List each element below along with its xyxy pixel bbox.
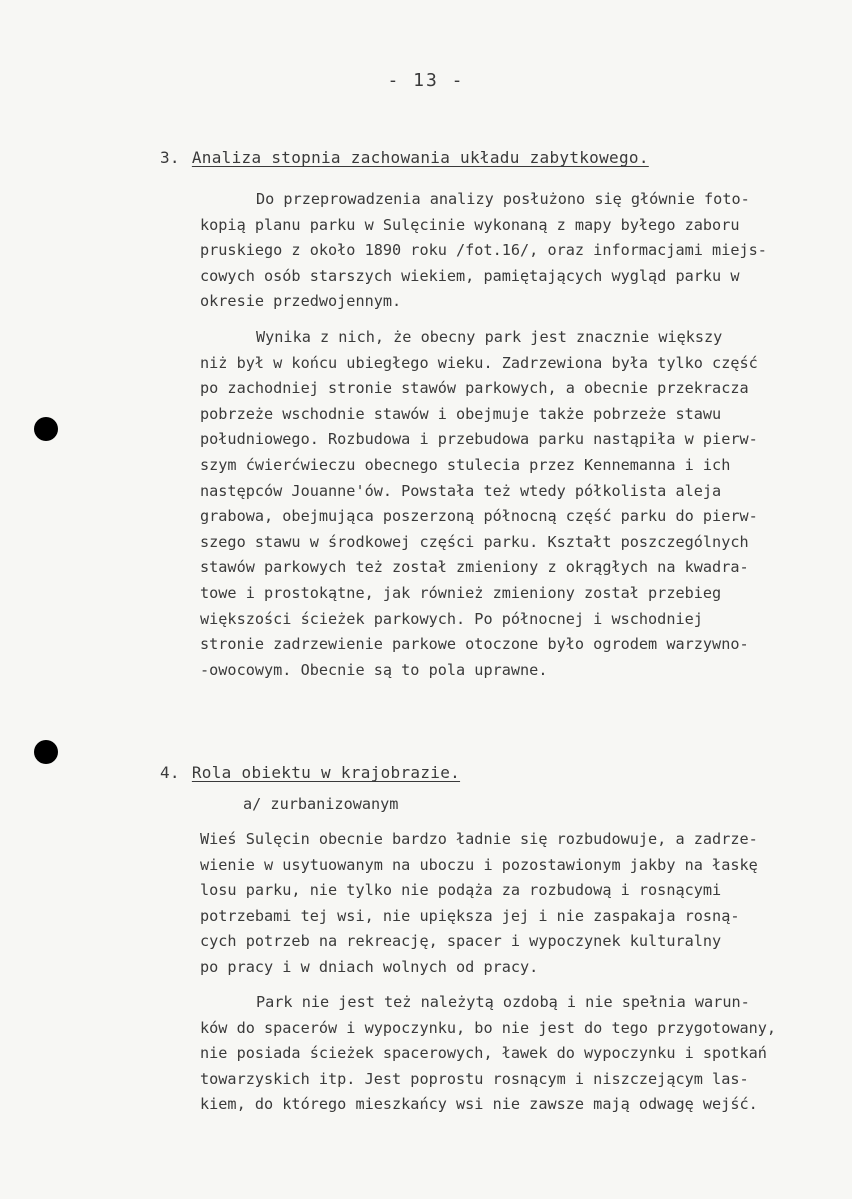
page-number: - 13 - bbox=[387, 70, 465, 91]
text-line: Wynika z nich, że obecny park jest znacznie większy bbox=[256, 328, 723, 346]
section-3-paragraph-1 bbox=[200, 187, 850, 315]
text-line: Do przeprowadzenia analizy posłużono się głównie foto- bbox=[256, 190, 750, 208]
text-line: towarzyskich itp. Jest poprostu rosnącym i niszczejącym las- bbox=[200, 1069, 749, 1088]
section-3-paragraph-2 bbox=[200, 325, 850, 683]
section-4-heading bbox=[160, 763, 460, 782]
text-line: grabowa, obejmująca poszerzoną północną część parku do pierw- bbox=[200, 507, 758, 526]
text-line: potrzebami tej wsi, nie upiększa jej i nie zaspakaja rosną- bbox=[200, 906, 740, 925]
punch-hole bbox=[34, 740, 58, 764]
text-line: kopią planu parku w Sulęcinie wykonaną z mapy byłego zaboru bbox=[200, 215, 740, 234]
section-4-paragraph-1 bbox=[200, 827, 850, 981]
text-line: ków do spacerów i wypoczynku, bo nie jest do tego przygotowany, bbox=[200, 1018, 777, 1037]
punch-hole bbox=[34, 417, 58, 441]
section-title: Analiza stopnia zachowania układu zabytkowego. bbox=[191, 148, 649, 167]
text-line: cych potrzeb na rekreację, spacer i wypoczynek kulturalny bbox=[200, 932, 722, 951]
text-line: okresie przedwojennym. bbox=[200, 292, 402, 311]
text-line: towe i prostokątne, jak również zmieniony został przebieg bbox=[200, 583, 722, 602]
section-number: 3. bbox=[160, 148, 180, 167]
text-line: Park nie jest też należytą ozdobą i nie spełnia warun- bbox=[256, 993, 750, 1011]
text-line: pruskiego z około 1890 roku /fot.16/, oraz informacjami miejs- bbox=[200, 241, 767, 260]
text-line: szego stawu w środkowej części parku. Kształt poszczególnych bbox=[200, 532, 749, 551]
text-line: większości ścieżek parkowych. Po północnej i wschodniej bbox=[200, 609, 703, 628]
text-line: stawów parkowych też został zmieniony z okrągłych na kwadra- bbox=[200, 558, 749, 577]
text-line: następców Jouanne'ów. Powstała też wtedy półkolista aleja bbox=[200, 481, 722, 500]
text-line: niż był w końcu ubiegłego wieku. Zadrzewiona była tylko część bbox=[200, 353, 758, 372]
section-title: Rola obiektu w krajobrazie. bbox=[191, 763, 461, 782]
section-3-heading bbox=[160, 148, 649, 167]
section-4-paragraph-2 bbox=[200, 990, 850, 1118]
text-line: losu parku, nie tylko nie podąża za rozbudową i rosnącymi bbox=[200, 881, 722, 900]
text-line: południowego. Rozbudowa i przebudowa parku nastąpiła w pierw- bbox=[200, 430, 758, 449]
text-line: Wieś Sulęcin obecnie bardzo ładnie się rozbudowuje, a zadrze- bbox=[200, 830, 758, 848]
subheading: a/ zurbanizowanym bbox=[243, 795, 399, 813]
text-line: cowych osób starszych wiekiem, pamiętających wygląd parku w bbox=[200, 266, 740, 285]
text-line: szym ćwierćwieczu obecnego stulecia przez Kennemanna i ich bbox=[200, 455, 731, 474]
text-line: nie posiada ścieżek spacerowych, ławek do wypoczynku i spotkań bbox=[200, 1044, 767, 1063]
text-line: po zachodniej stronie stawów parkowych, a obecnie przekracza bbox=[200, 379, 749, 398]
text-line: pobrzeże wschodnie stawów i obejmuje także pobrzeże stawu bbox=[200, 404, 722, 423]
text-line: -owocowym. Obecnie są to pola uprawne. bbox=[200, 660, 548, 679]
text-line: wienie w usytuowanym na uboczu i pozostawionym jakby na łaskę bbox=[200, 855, 758, 874]
text-line: stronie zadrzewienie parkowe otoczone było ogrodem warzywno- bbox=[200, 635, 749, 654]
section-number: 4. bbox=[160, 763, 180, 782]
text-line: po pracy i w dniach wolnych od pracy. bbox=[200, 957, 539, 976]
text-line: kiem, do którego mieszkańcy wsi nie zawsze mają odwagę wejść. bbox=[200, 1095, 758, 1114]
